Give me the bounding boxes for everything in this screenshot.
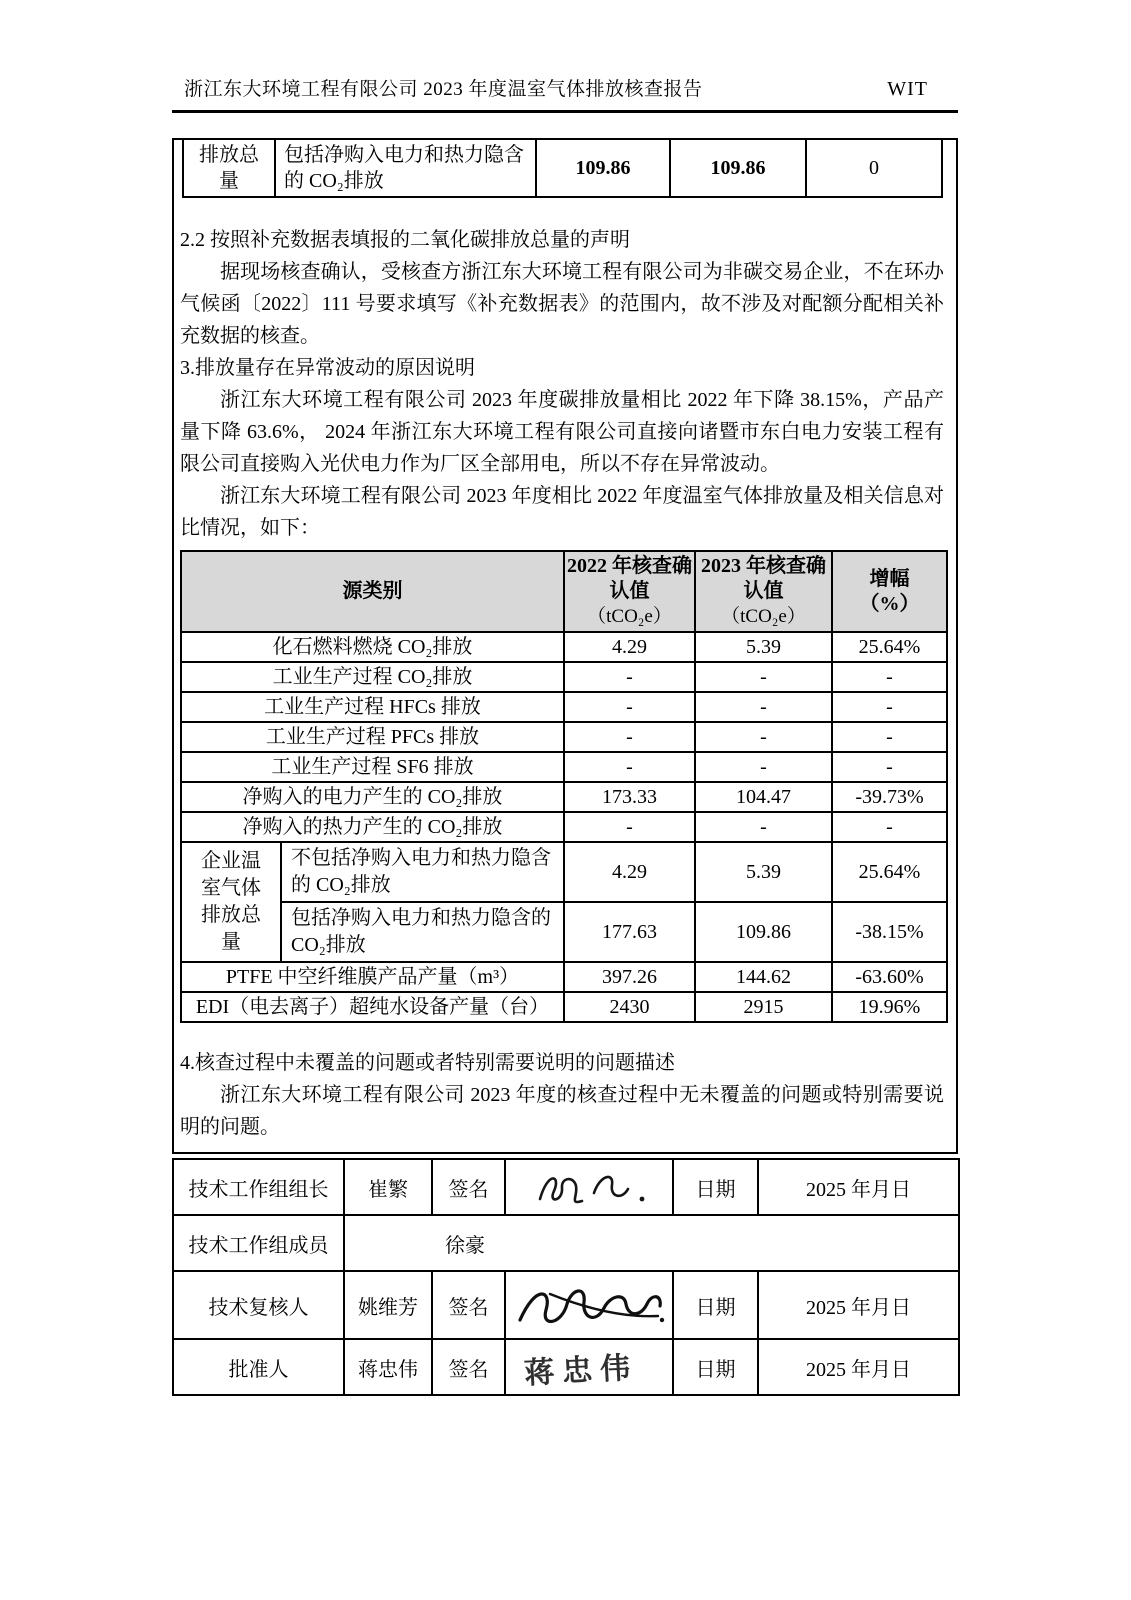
source-cell: 净购入的热力产生的 CO₂排放: [181, 812, 564, 842]
wit-logo: WIT: [887, 78, 928, 100]
value-2023-cell: 5.39: [695, 632, 832, 662]
signature-yaoweifang-image: [510, 1276, 670, 1334]
role-cell: 技术复核人: [173, 1271, 344, 1339]
total-desc-cell: 不包括净购入电力和热力隐含 的 CO₂排放: [281, 842, 564, 902]
approval-signature-table: [172, 1158, 960, 1396]
growth-cell: -: [832, 752, 947, 782]
table-row-total-excl: [181, 842, 947, 902]
value-2022-cell: 173.33: [564, 782, 695, 812]
section-2-2-heading: 2.2 按照补充数据表填报的二氧化碳排放总量的声明: [180, 229, 630, 251]
signature-cell: [505, 1339, 673, 1395]
date-value-cell: 2025 年月日: [758, 1271, 959, 1339]
growth-cell: 25.64%: [832, 632, 947, 662]
signature-cuifan-image: [524, 1163, 654, 1211]
value-2023-cell: -: [695, 752, 832, 782]
emission-comparison-table: [180, 550, 948, 1023]
col-2023-header: 2023 年核查确认值 （tCO₂e）: [695, 551, 832, 632]
name-cell: 崔繁: [344, 1159, 432, 1215]
table-row: [181, 722, 947, 752]
value-2022-cell: 2430: [564, 992, 695, 1022]
growth-cell: 19.96%: [832, 992, 947, 1022]
table-row-approver: [173, 1339, 959, 1395]
value-2022-cell: -: [564, 722, 695, 752]
col-source-header: 源类别: [181, 551, 564, 632]
carryover-emission-table: [182, 138, 943, 198]
table-header-row: [181, 551, 947, 632]
signature-jiangzhongwei-image: [514, 1342, 664, 1392]
growth-cell: -39.73%: [832, 782, 947, 812]
signature-cell: [505, 1271, 673, 1339]
growth-cell: -: [832, 662, 947, 692]
value-2023-cell: -: [695, 692, 832, 722]
source-cell: 工业生产过程 SF6 排放: [181, 752, 564, 782]
value-2023-cell: 109.86: [670, 139, 806, 197]
value-2022-cell: 109.86: [536, 139, 670, 197]
date-label-cell: 日期: [673, 1159, 758, 1215]
value-2023-cell: -: [695, 812, 832, 842]
name-cell: 姚维芳: [344, 1271, 432, 1339]
value-2023-cell: 109.86: [695, 902, 832, 962]
date-label-cell: 日期: [673, 1271, 758, 1339]
sign-label-cell: 签名: [432, 1339, 505, 1395]
value-2023-cell: 5.39: [695, 842, 832, 902]
table-row: [181, 782, 947, 812]
value-2022-cell: -: [564, 662, 695, 692]
col-2022-header: 2022 年核查确认值 （tCO₂e）: [564, 551, 695, 632]
value-2023-cell: 104.47: [695, 782, 832, 812]
value-2023-cell: 144.62: [695, 962, 832, 992]
source-cell: 工业生产过程 CO₂排放: [181, 662, 564, 692]
total-emission-desc-cell: 包括净购入电力和热力隐含 的 CO₂排放: [275, 139, 536, 197]
total-desc-cell: 包括净购入电力和热力隐含的 CO₂排放: [281, 902, 564, 962]
section-3-paragraph-2: 浙江东大环境工程有限公司 2023 年度相比 2022 年度温室气体排放量及相关信息对比情况，如下：: [180, 485, 944, 539]
source-cell: 工业生产过程 PFCs 排放: [181, 722, 564, 752]
table-row-ptfe-output: [181, 962, 947, 992]
section-3-heading: 3.排放量存在异常波动的原因说明: [180, 357, 475, 379]
value-2022-cell: -: [564, 812, 695, 842]
role-cell: 技术工作组成员: [173, 1215, 344, 1271]
section-2-2-paragraph: 据现场核查确认，受核查方浙江东大环境工程有限公司为非碳交易企业，不在环办气候函〔2022〕111 号要求填写《补充数据表》的范围内，故不涉及对配额分配相关补充数据的核查。: [180, 261, 944, 347]
growth-cell: -38.15%: [832, 902, 947, 962]
source-cell: 化石燃料燃烧 CO₂排放: [181, 632, 564, 662]
growth-cell: -: [832, 722, 947, 752]
total-emission-label-cell: 排放总量: [183, 139, 275, 197]
value-2022-cell: -: [564, 692, 695, 722]
section-3-paragraph-1: 浙江东大环境工程有限公司 2023 年度碳排放量相比 2022 年下降 38.15%，产品产量下降 63.6%， 2024 年浙江东大环境工程有限公司直接向诸暨市东白电力安装工程有限公司直接购入光伏电力作为厂区全部用电，所以不存在异常波动。: [180, 389, 944, 475]
header-rule: [172, 110, 958, 113]
member-name-cell: 徐豪: [344, 1215, 959, 1271]
sign-label-cell: 签名: [432, 1159, 505, 1215]
role-cell: 批准人: [173, 1339, 344, 1395]
table-row: [181, 632, 947, 662]
role-cell: 技术工作组组长: [173, 1159, 344, 1215]
date-label-cell: 日期: [673, 1339, 758, 1395]
value-2022-cell: 4.29: [564, 632, 695, 662]
signature-cell: [505, 1159, 673, 1215]
table-row: [181, 662, 947, 692]
source-cell: 净购入的电力产生的 CO₂排放: [181, 782, 564, 812]
table-row: [183, 139, 942, 197]
source-cell: EDI（电去离子）超纯水设备产量（台）: [181, 992, 564, 1022]
value-2022-cell: 397.26: [564, 962, 695, 992]
date-value-cell: 2025 年月日: [758, 1159, 959, 1215]
source-cell: PTFE 中空纤维膜产品产量（m³）: [181, 962, 564, 992]
section-4-paragraph: 浙江东大环境工程有限公司 2023 年度的核查过程中无未覆盖的问题或特别需要说明的问题。: [180, 1084, 944, 1138]
col-growth-header: 增幅 （%）: [832, 551, 947, 632]
total-group-label-cell: 企业温室气体排放总量: [181, 842, 281, 962]
value-2023-cell: -: [695, 662, 832, 692]
name-cell: 蒋忠伟: [344, 1339, 432, 1395]
section-4-heading: 4.核查过程中未覆盖的问题或者特别需要说明的问题描述: [180, 1052, 675, 1074]
sign-label-cell: 签名: [432, 1271, 505, 1339]
value-growth-cell: 0: [806, 139, 942, 197]
value-2023-cell: 2915: [695, 992, 832, 1022]
growth-cell: -: [832, 692, 947, 722]
growth-cell: -63.60%: [832, 962, 947, 992]
date-value-cell: 2025 年月日: [758, 1339, 959, 1395]
table-row: [181, 812, 947, 842]
table-row-reviewer: [173, 1271, 959, 1339]
growth-cell: 25.64%: [832, 842, 947, 902]
page-header: [172, 74, 958, 101]
value-2023-cell: -: [695, 722, 832, 752]
svg-text:蒋忠伟: 蒋忠伟: [523, 1350, 640, 1392]
growth-cell: -: [832, 812, 947, 842]
value-2022-cell: -: [564, 752, 695, 782]
value-2022-cell: 4.29: [564, 842, 695, 902]
table-row-edi-output: [181, 992, 947, 1022]
report-title: 浙江东大环境工程有限公司 2023 年度温室气体排放核查报告: [184, 79, 703, 100]
value-2022-cell: 177.63: [564, 902, 695, 962]
table-row: [181, 692, 947, 722]
table-row: [181, 752, 947, 782]
source-cell: 工业生产过程 HFCs 排放: [181, 692, 564, 722]
table-row-team-leader: [173, 1159, 959, 1215]
table-row-team-member: [173, 1215, 959, 1271]
table-row-total-incl: [181, 902, 947, 962]
content-frame: [172, 138, 958, 1154]
